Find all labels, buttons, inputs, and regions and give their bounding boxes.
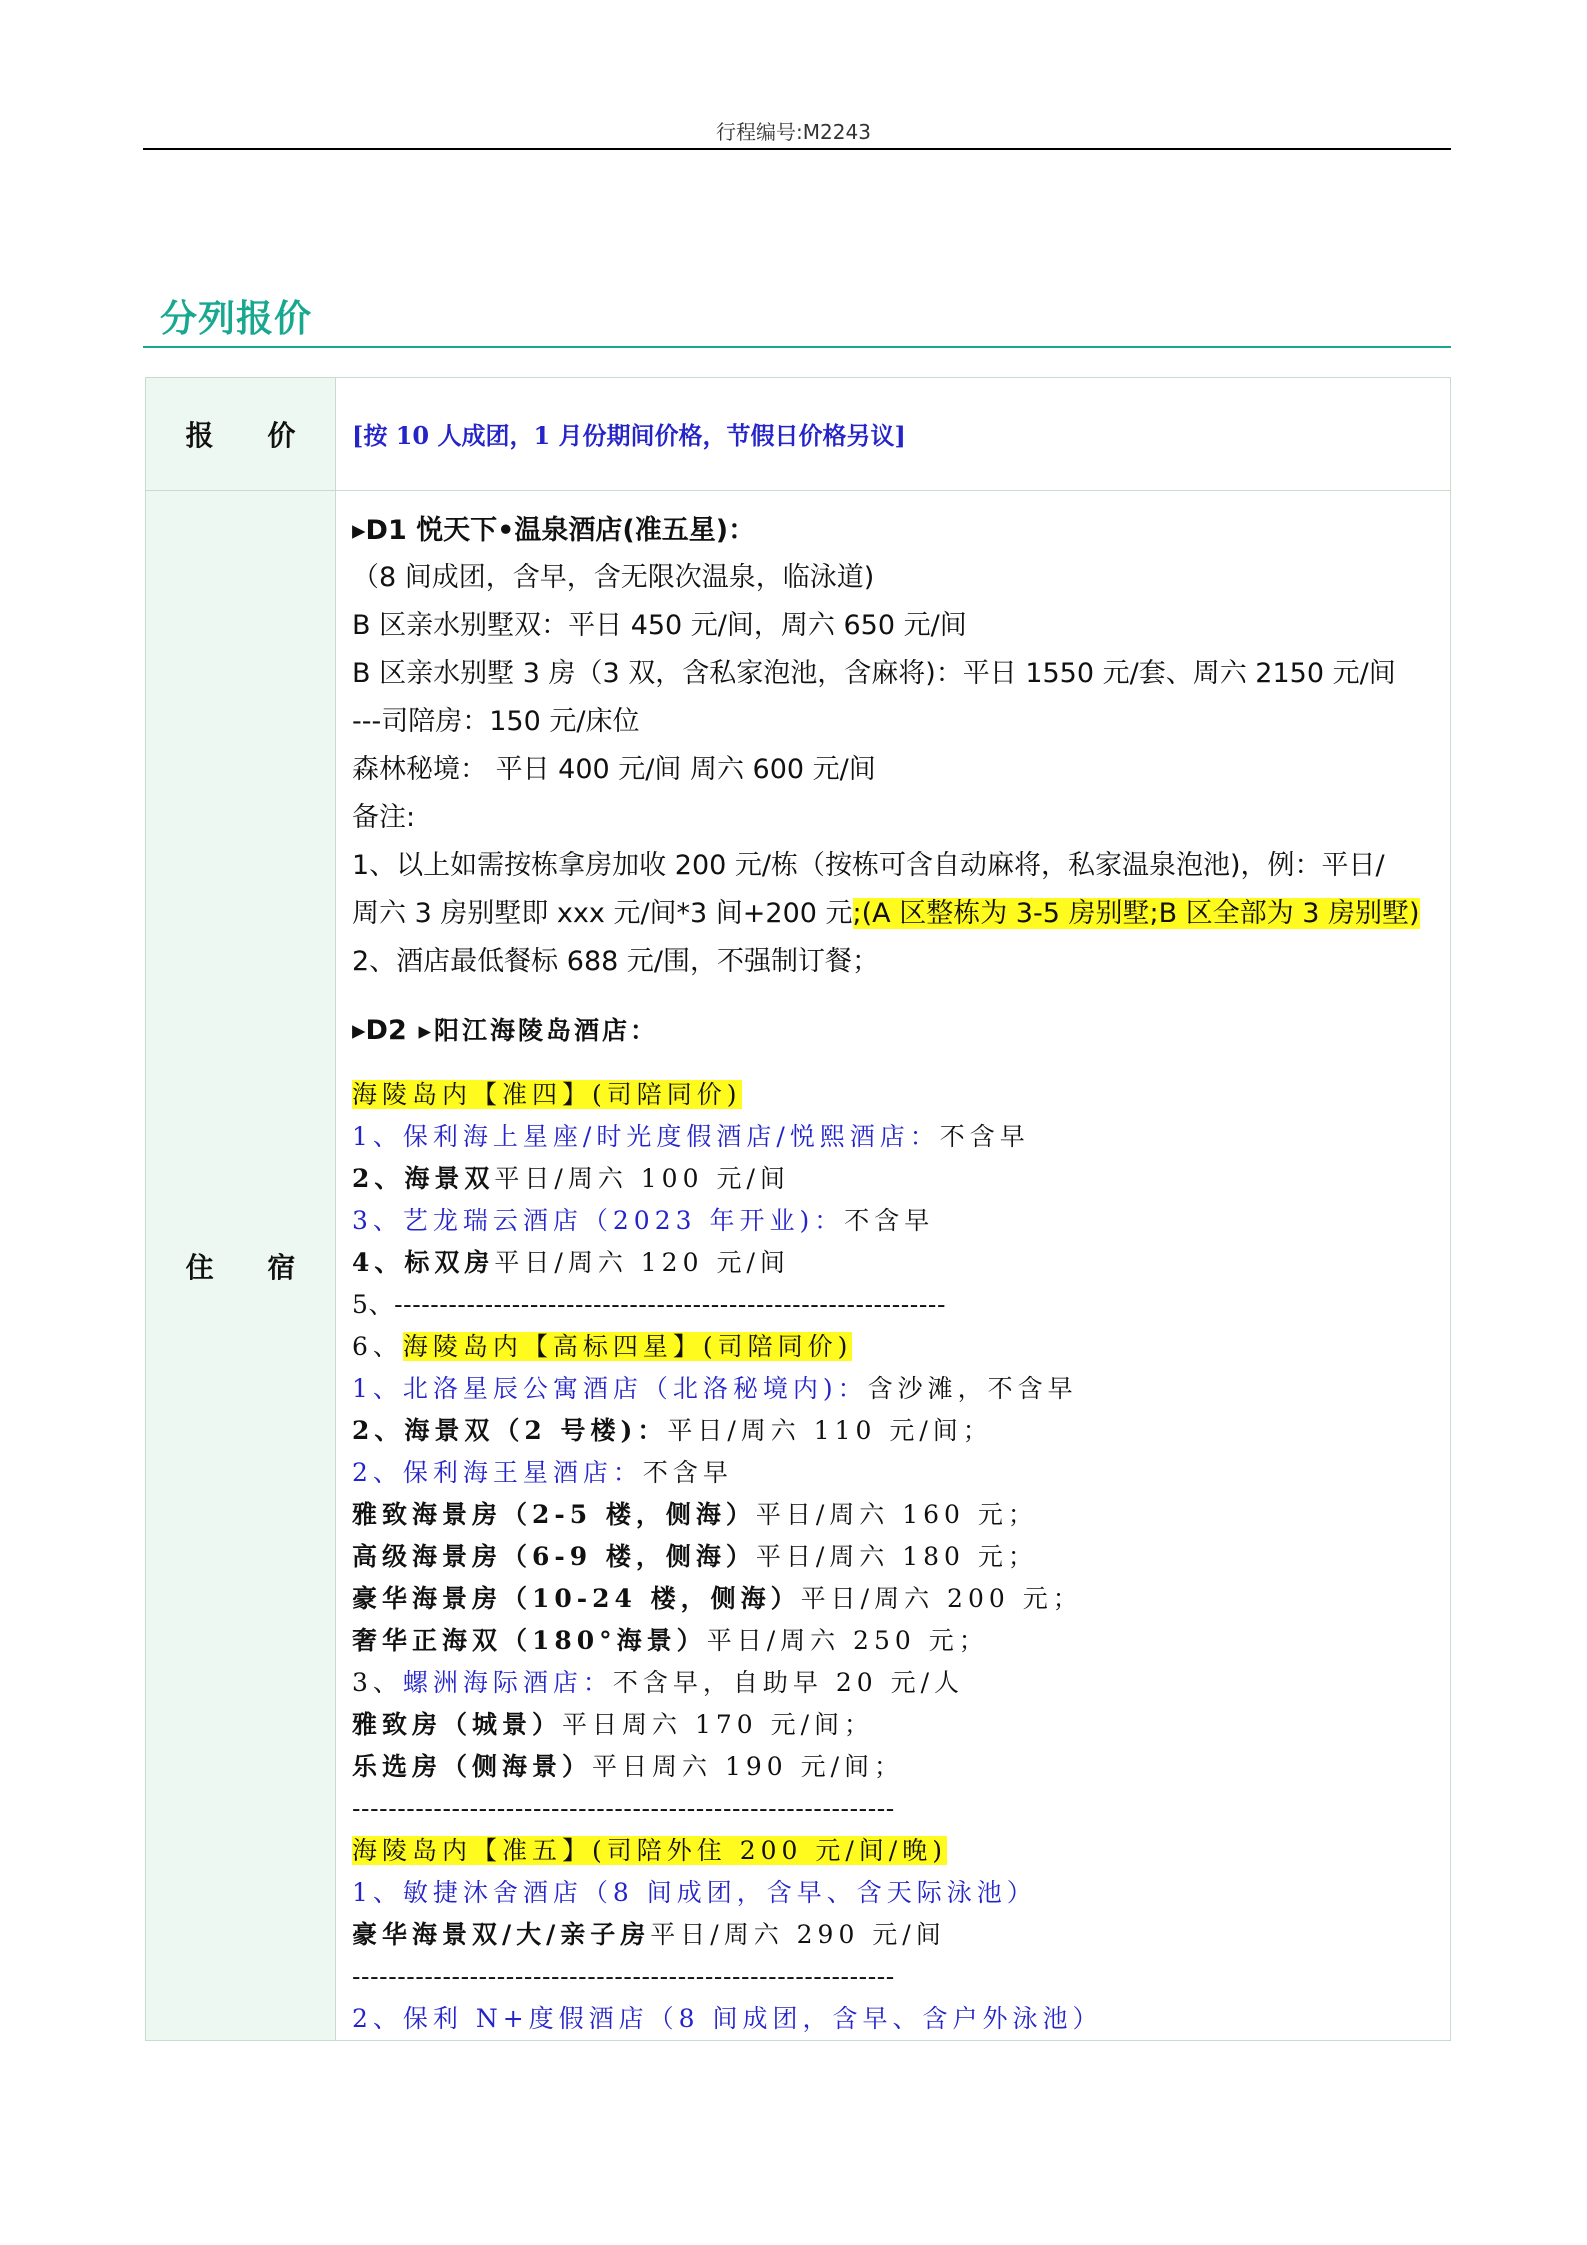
section-title: 分列报价 (160, 297, 312, 340)
room-price: 平日/周六 180 元； (755, 1542, 1038, 1571)
room-price: 平日/周六 100 元/间 (494, 1164, 790, 1193)
room-price: 平日/周六 160 元； (755, 1500, 1038, 1529)
room-name: 2、海景双 (352, 1164, 495, 1193)
d2-title-a: ▸D2 (352, 1015, 407, 1046)
room-line (352, 1418, 993, 1443)
hotel-number: 3、 (352, 1668, 403, 1697)
accommodation-label: 住 宿 (146, 491, 336, 2040)
room-name: 高级海景房（6-9 楼，侧海） (352, 1542, 756, 1571)
room-price: 平日/周六 290 元/间 (650, 1920, 946, 1949)
accommodation-content (336, 491, 1450, 2040)
room-line (352, 1250, 790, 1275)
hotel-note: 不含早 (939, 1122, 1030, 1151)
d1-title: ▸D1 悦天下•温泉酒店(准五星)： (352, 515, 756, 546)
room-line (352, 1712, 874, 1737)
room-name: 雅致海景房（2-5 楼，侧海） (352, 1500, 756, 1529)
accommodation-row (146, 491, 1450, 2040)
price-note: [按 10 人成团，1 月份期间价格，节假日价格另议] (352, 421, 906, 450)
hotel-note: 不含早 (642, 1458, 733, 1487)
hotel-name: 2、保利海王星酒店： (352, 1458, 643, 1487)
price-row (146, 378, 1450, 491)
hotel-name: 3、艺龙瑞云酒店（2023 年开业)： (352, 1206, 845, 1235)
d1-line: B 区亲水别墅 3 房（3 双，含私家泡池，含麻将)：平日 1550 元/套、周六 2150 元/间 (352, 658, 1396, 689)
d1-line: ---司陪房：150 元/床位 (352, 706, 640, 737)
room-line (352, 1544, 1038, 1569)
group-title (352, 1838, 947, 1863)
price-content (336, 378, 1450, 490)
d1-line: 森林秘境： 平日 400 元/间 周六 600 元/间 (352, 754, 876, 785)
quote-table (145, 377, 1451, 2041)
hotel-note: 不含早 (844, 1206, 935, 1235)
room-name: 4、标双房 (352, 1248, 495, 1277)
room-price: 平日/周六 250 元； (706, 1626, 989, 1655)
group-title-highlight: 海陵岛内【准四】(司陪同价) (352, 1080, 742, 1109)
hotel-line: 1、敏捷沐舍酒店（8 间成团，含早、含天际泳池） (352, 1878, 1037, 1907)
itinerary-code: 行程编号:M2243 (716, 120, 871, 144)
separator-line: ------------------------------------------------------------ (352, 1962, 895, 1991)
room-price: 平日/周六 120 元/间 (494, 1248, 790, 1277)
room-line (352, 1166, 790, 1191)
group-title-highlight: 海陵岛内【准五】(司陪外住 200 元/间/晚) (352, 1836, 947, 1865)
room-name: 乐选房（侧海景） (352, 1752, 593, 1781)
room-name: 豪华海景双/大/亲子房 (352, 1920, 651, 1949)
room-name: 奢华正海双（180°海景） (352, 1626, 707, 1655)
room-price: 平日周六 170 元/间； (562, 1710, 875, 1739)
d1-line: B 区亲水别墅双：平日 450 元/间，周六 650 元/间 (352, 610, 967, 641)
room-line (352, 1628, 989, 1653)
group-number: 6、 (352, 1332, 403, 1361)
d1-line: 1、以上如需按栋拿房加收 200 元/栋（按栋可含自动麻将，私家温泉泡池)，例：平日/ (352, 850, 1385, 881)
d1-line: 2、酒店最低餐标 688 元/围，不强制订餐； (352, 946, 879, 977)
d2-title-b: ▸阳江海陵岛酒店： (406, 1016, 659, 1045)
separator-line: ------------------------------------------------------------ (352, 1794, 895, 1823)
hotel-line (352, 1460, 733, 1485)
d1-highlight: ;(A 区整栋为 3-5 房别墅;B 区全部为 3 房别墅) (852, 898, 1420, 929)
hotel-line (352, 1124, 1030, 1149)
hotel-line: 2、保利 N+度假酒店（8 间成团，含早、含户外泳池） (352, 2004, 1103, 2033)
section-divider (143, 346, 1451, 348)
price-label: 报 价 (146, 378, 336, 490)
room-line (352, 1502, 1038, 1527)
room-name: 雅致房（城景） (352, 1710, 563, 1739)
room-name: 豪华海景房（10-24 楼，侧海） (352, 1584, 801, 1613)
group-title (352, 1082, 742, 1107)
room-line (352, 1754, 904, 1779)
separator-line: 5、------------------------------------------------------------- (352, 1290, 946, 1319)
header-divider (143, 148, 1451, 150)
hotel-line (352, 1376, 1078, 1401)
d2-title (352, 1017, 658, 1044)
room-price: 平日/周六 110 元/间； (667, 1416, 993, 1445)
room-price: 平日/周六 200 元； (800, 1584, 1083, 1613)
d1-line (352, 900, 1420, 927)
hotel-name: 1、保利海上星座/时光度假酒店/悦熙酒店： (352, 1122, 940, 1151)
room-price: 平日周六 190 元/间； (592, 1752, 905, 1781)
hotel-note: 含沙滩，不含早 (867, 1374, 1078, 1403)
d1-line-text: 周六 3 房别墅即 xxx 元/间*3 间+200 元 (352, 898, 853, 929)
room-line (352, 1586, 1083, 1611)
room-name: 2、海景双（2 号楼)： (352, 1416, 668, 1445)
group-title (352, 1334, 852, 1359)
d1-line: （8 间成团，含早，含无限次温泉，临泳道) (352, 562, 875, 593)
hotel-line (352, 1208, 934, 1233)
hotel-name: 螺洲海际酒店： (402, 1668, 613, 1697)
room-line (352, 1922, 946, 1947)
hotel-note: 不含早，自助早 20 元/人 (612, 1668, 965, 1697)
d1-line: 备注: (352, 802, 416, 833)
hotel-name: 1、北洛星辰公寓酒店（北洛秘境内)： (352, 1374, 868, 1403)
group-title-highlight: 海陵岛内【高标四星】(司陪同价) (402, 1332, 853, 1361)
hotel-line (352, 1670, 964, 1695)
